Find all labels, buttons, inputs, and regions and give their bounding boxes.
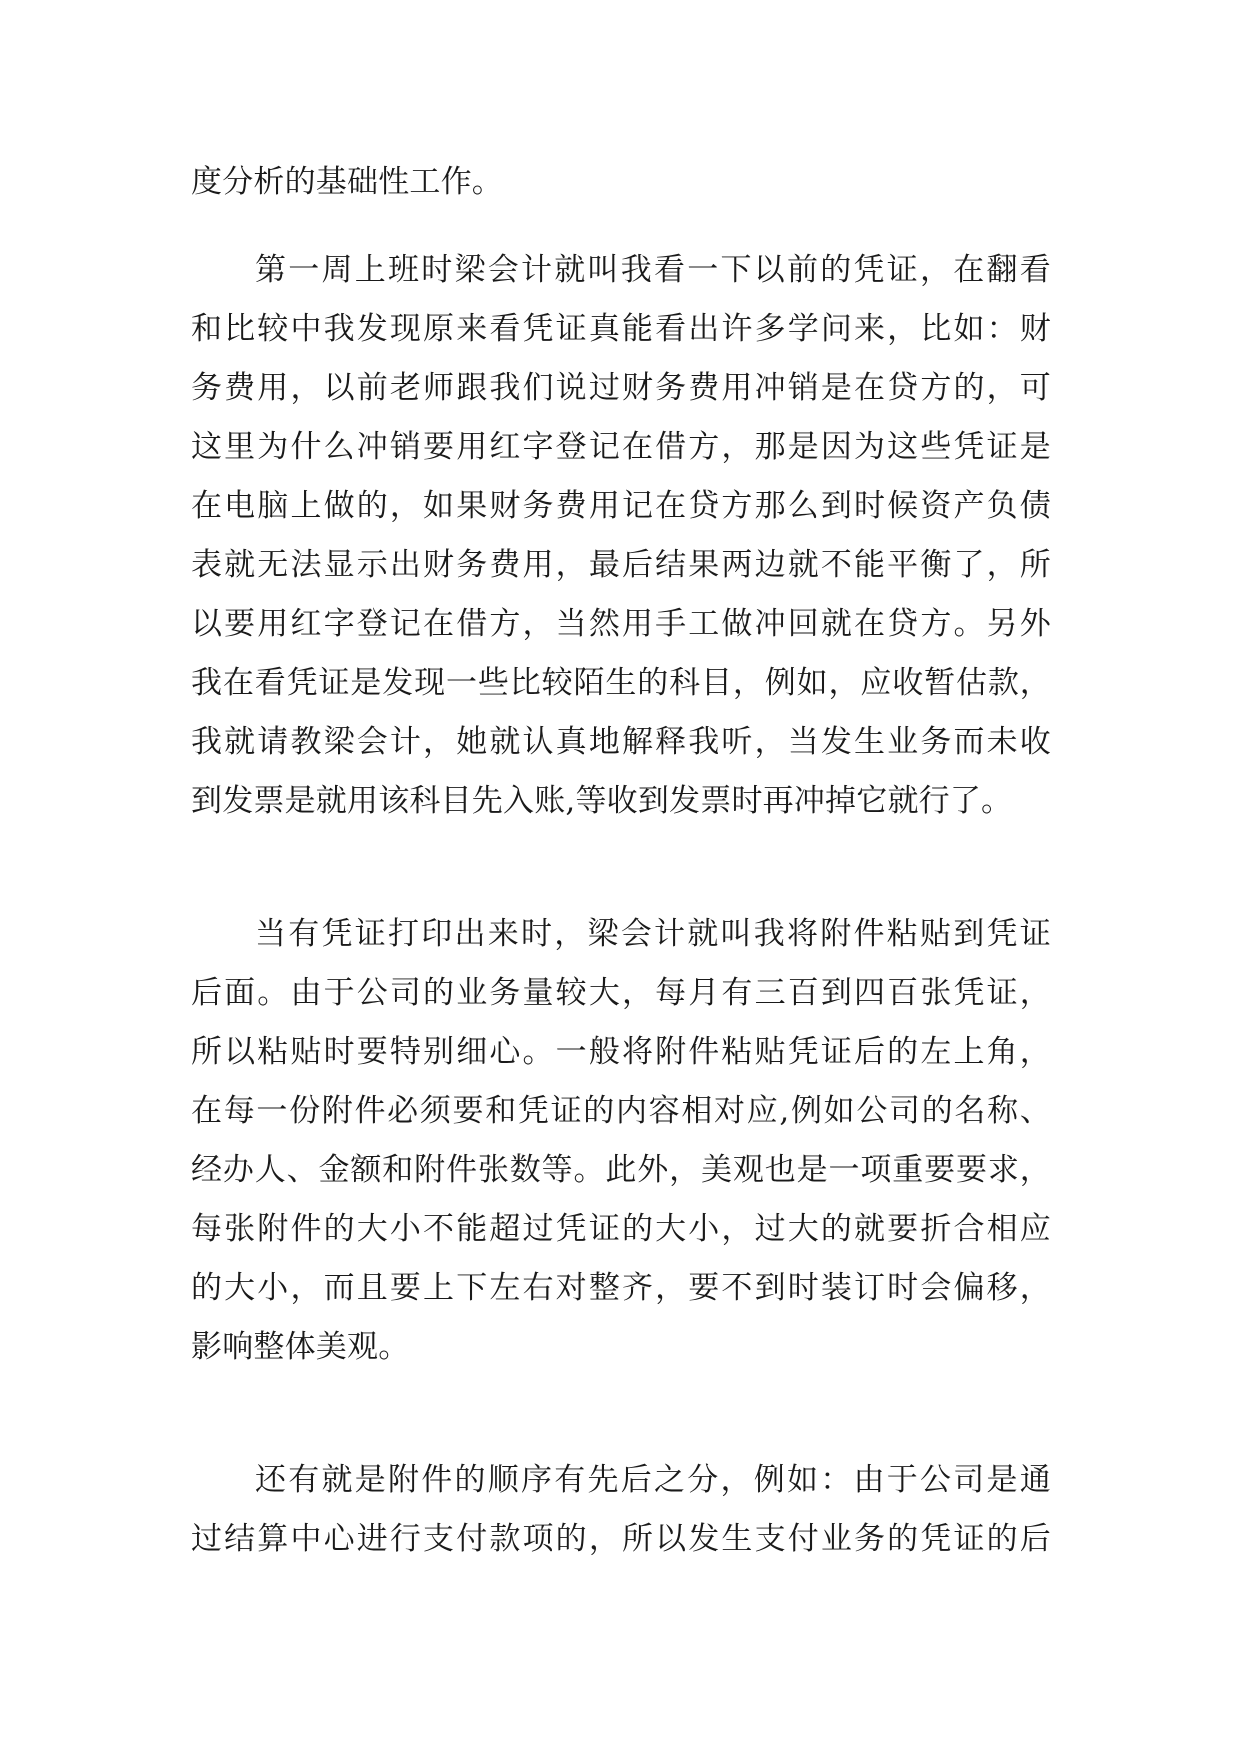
text-line: 过结算中心进行支付款项的，所以发生支付业务的凭证的后: [191, 1521, 1051, 1557]
text-line: 务费用，以前老师跟我们说过财务费用冲销是在贷方的，可: [191, 370, 1051, 406]
text-line: 的大小，而且要上下左右对整齐，要不到时装订时会偏移，: [191, 1270, 1051, 1306]
paragraph-3: [191, 905, 1051, 1377]
text-line: 表就无法显示出财务费用，最后结果两边就不能平衡了，所: [191, 547, 1051, 583]
text-line: 所以粘贴时要特别细心。一般将附件粘贴凭证后的左上角，: [191, 1034, 1051, 1070]
text-line: 在每一份附件必须要和凭证的内容相对应,例如公司的名称、: [191, 1093, 1051, 1129]
text-line: 到发票是就用该科目先入账,等收到发票时再冲掉它就行了。: [191, 783, 1013, 819]
text-line: 我就请教梁会计，她就认真地解释我听，当发生业务而未收: [191, 724, 1051, 760]
text-line: 这里为什么冲销要用红字登记在借方，那是因为这些凭证是: [191, 429, 1051, 465]
paragraph-2: [191, 241, 1051, 831]
text-line: 度分析的基础性工作。: [191, 164, 503, 200]
text-line: 和比较中我发现原来看凭证真能看出许多学问来，比如：财: [191, 311, 1051, 347]
text-line: 经办人、金额和附件张数等。此外，美观也是一项重要要求，: [191, 1152, 1051, 1188]
text-line: 还有就是附件的顺序有先后之分，例如：由于公司是通: [255, 1462, 1051, 1498]
text-line: 影响整体美观。: [191, 1329, 410, 1365]
text-line: 当有凭证打印出来时，梁会计就叫我将附件粘贴到凭证: [255, 916, 1051, 952]
text-line: 我在看凭证是发现一些比较陌生的科目，例如，应收暂估款，: [191, 665, 1051, 701]
text-line: 以要用红字登记在借方，当然用手工做冲回就在贷方。另外: [191, 606, 1051, 642]
text-line: 后面。由于公司的业务量较大，每月有三百到四百张凭证，: [191, 975, 1051, 1011]
text-line: 在电脑上做的，如果财务费用记在贷方那么到时候资产负债: [191, 488, 1051, 524]
text-line: 第一周上班时梁会计就叫我看一下以前的凭证，在翻看: [255, 252, 1051, 288]
paragraph-4: [191, 1451, 1051, 1569]
text-line: 每张附件的大小不能超过凭证的大小，过大的就要折合相应: [191, 1211, 1051, 1247]
paragraph-1: [191, 153, 1051, 212]
